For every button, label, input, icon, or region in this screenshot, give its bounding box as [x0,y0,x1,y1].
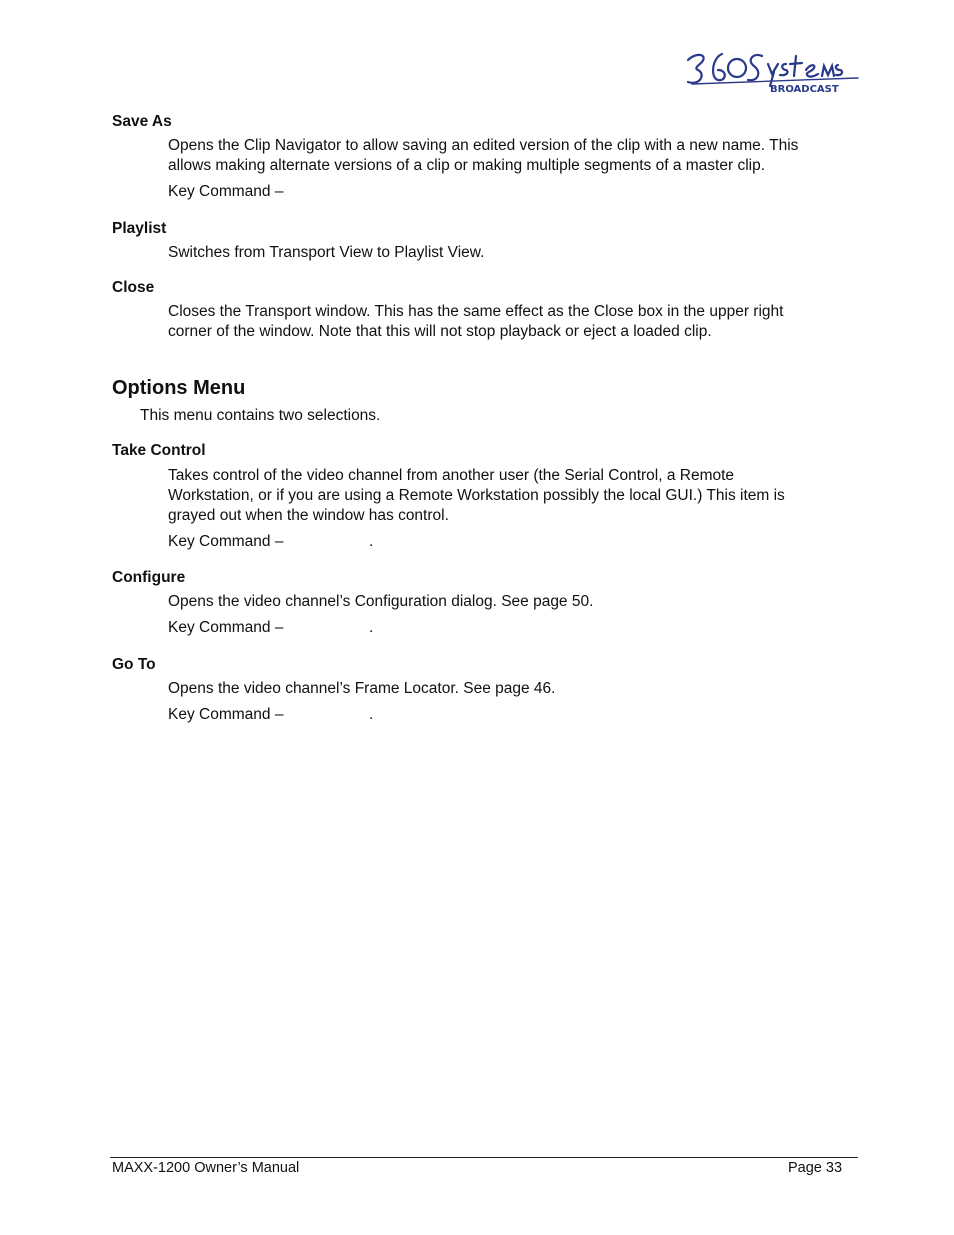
company-logo [682,42,860,94]
configure-key-command: Key Command – [168,619,284,636]
save-as-desc-line2: allows making alternate versions of a clip or making multiple segments of a master clip. [168,157,766,174]
save-as-heading: Save As [112,113,172,130]
save-as-key-command: Key Command – [168,183,284,200]
options-menu-intro: This menu contains two selections. [140,407,381,424]
close-desc-line2: corner of the window. Note that this will not stop playback or eject a loaded clip. [168,323,712,340]
take-control-heading: Take Control [112,442,206,459]
playlist-heading: Playlist [112,220,167,237]
take-control-desc-line3: grayed out when the window has control. [168,507,449,524]
go-to-heading: Go To [112,656,156,673]
take-control-key-command: Key Command – [168,533,284,550]
footer-manual-title: MAXX-1200 Owner’s Manual [112,1160,300,1176]
go-to-key-period: . [369,706,374,723]
configure-desc: Opens the video channel’s Configuration dialog. See page 50. [168,593,594,610]
configure-heading: Configure [112,569,186,586]
footer-page-number: Page 33 [788,1160,843,1176]
playlist-desc: Switches from Transport View to Playlist View. [168,244,485,261]
go-to-desc: Opens the video channel’s Frame Locator. See page 46. [168,680,556,697]
take-control-desc-line2: Workstation, or if you are using a Remote Workstation possibly the local GUI.) This item is [168,487,785,504]
options-menu-heading: Options Menu [112,377,246,399]
save-as-desc-line1: Opens the Clip Navigator to allow saving an edited version of the clip with a new name. This [168,137,799,154]
take-control-desc-line1: Takes control of the video channel from another user (the Serial Control, a Remote [168,467,735,484]
logo-subtitle: BROADCAST [770,84,839,94]
configure-key-period: . [369,619,374,636]
go-to-key-command: Key Command – [168,706,284,723]
footer-divider [110,1157,858,1158]
take-control-key-period: . [369,533,374,550]
close-desc-line1: Closes the Transport window. This has the same effect as the Close box in the upper right [168,303,784,320]
close-heading: Close [112,279,155,296]
